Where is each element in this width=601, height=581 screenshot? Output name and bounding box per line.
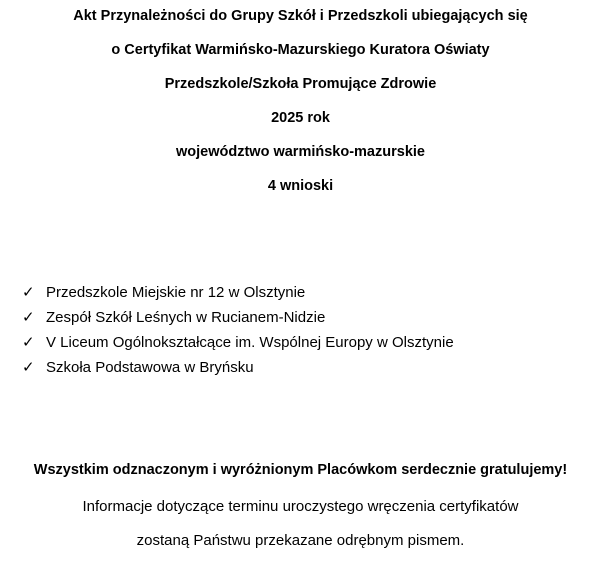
check-icon: ✓ bbox=[22, 359, 35, 376]
header-title-line-1: Akt Przynależności do Grupy Szkół i Przedszkoli ubiegających się bbox=[73, 8, 528, 24]
institution-name: Zespół Szkół Leśnych w Rucianem-Nidzie bbox=[46, 309, 326, 326]
list-item bbox=[22, 308, 454, 333]
institution-name: Przedszkole Miejskie nr 12 w Olsztynie bbox=[46, 284, 306, 301]
info-line-2: zostaną Państwu przekazane odrębnym pismem. bbox=[136, 532, 465, 549]
institution-list bbox=[22, 283, 454, 383]
info-line-1: Informacje dotyczące terminu uroczystego wręczenia certyfikatów bbox=[82, 498, 519, 515]
check-icon: ✓ bbox=[22, 309, 35, 326]
header-year: 2025 rok bbox=[271, 110, 330, 126]
header-region: województwo warmińsko-mazurskie bbox=[176, 144, 425, 160]
check-icon: ✓ bbox=[22, 284, 35, 301]
header-title-line-3: Przedszkole/Szkoła Promujące Zdrowie bbox=[164, 76, 437, 92]
list-item bbox=[22, 358, 454, 383]
institution-name: V Liceum Ogólnokształcące im. Wspólnej Europy w Olsztynie bbox=[46, 334, 454, 351]
check-icon: ✓ bbox=[22, 334, 35, 351]
header-application-count: 4 wnioski bbox=[267, 178, 334, 194]
list-item bbox=[22, 333, 454, 358]
congratulations-message: Wszystkim odznaczonym i wyróżnionym Placówkom serdecznie gratulujemy! bbox=[33, 462, 568, 478]
list-item bbox=[22, 283, 454, 308]
header-title-line-2: o Certyfikat Warmińsko-Mazurskiego Kuratora Oświaty bbox=[111, 42, 490, 58]
institution-name: Szkoła Podstawowa w Bryńsku bbox=[46, 359, 254, 376]
